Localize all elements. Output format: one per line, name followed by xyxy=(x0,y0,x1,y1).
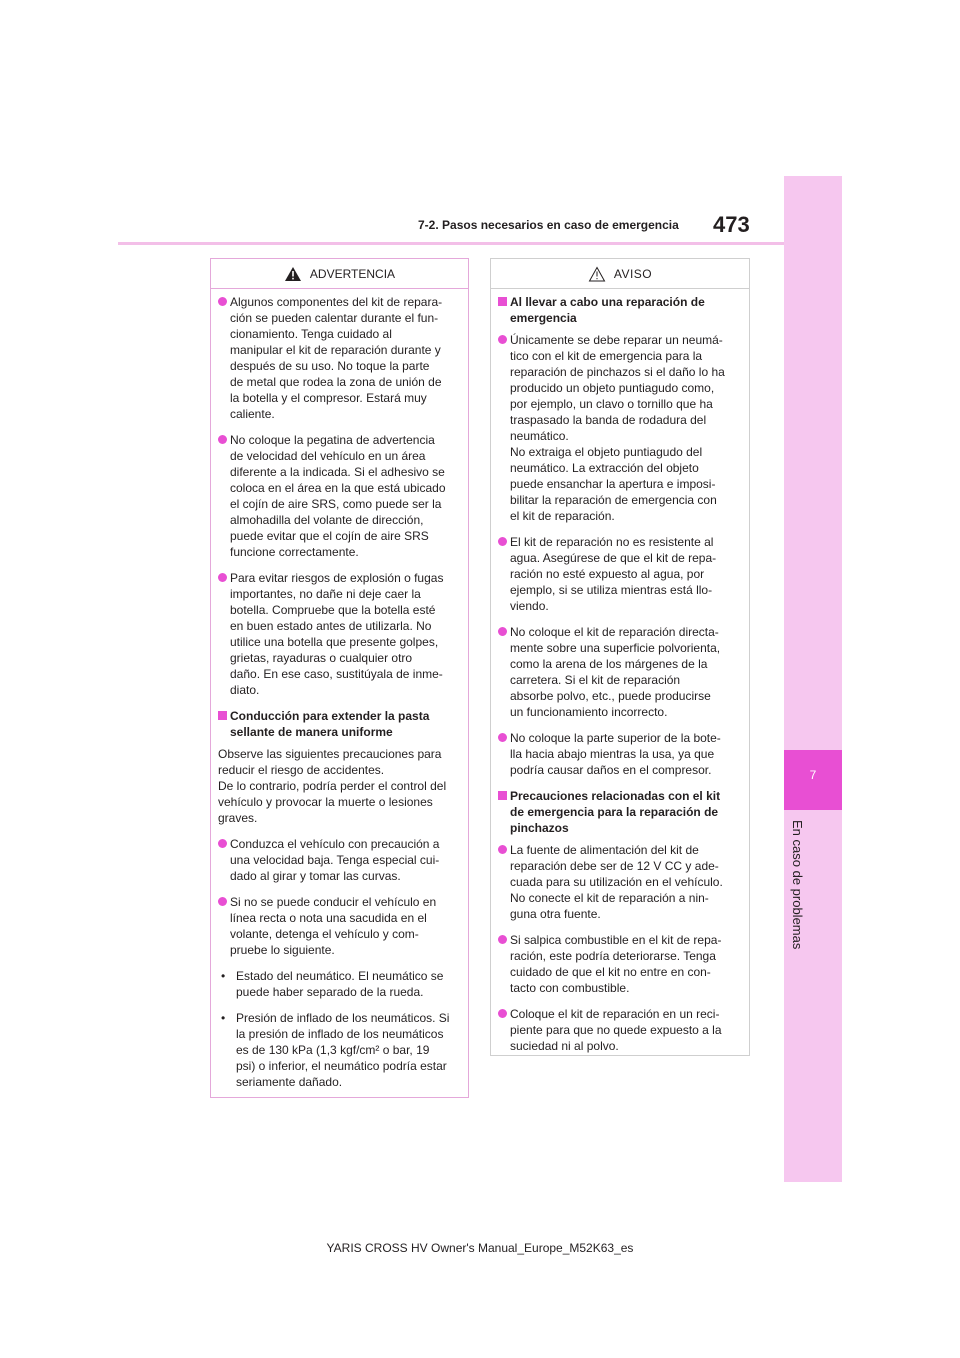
bullet-circle-icon xyxy=(498,537,507,546)
bullet-circle-icon xyxy=(498,845,507,854)
warning-item xyxy=(218,836,460,884)
bullet-circle-icon xyxy=(498,733,507,742)
notice-item-text: Coloque el kit de reparación en un reci- piente para que no quede expuesto a la suciedad ni al polvo. xyxy=(510,1007,722,1053)
warning-item xyxy=(218,894,460,958)
chapter-title xyxy=(791,820,805,960)
warning-body xyxy=(211,289,468,1090)
section-title: 7-2. Pasos necesarios en caso de emergencia xyxy=(418,218,679,232)
bullet-dot-icon: • xyxy=(221,1011,226,1025)
notice-item-text: La fuente de alimentación del kit de reparación debe ser de 12 V CC y ade- cuada para su utilización en el vehículo. No conecte el kit de reparación a nin- guna otra fuente. xyxy=(510,843,723,921)
warning-box xyxy=(210,258,469,1098)
notice-item-text: Únicamente se debe reparar un neumá- tico con el kit de emergencia para la reparación de pinchazos si el daño lo ha producido un objeto puntiagudo como, por ejemplo, un clavo o tornillo que ha traspasado la banda de rodadura del neumático. No extraiga el objeto puntiagudo del neumático. La extracción del objeto puede ensanchar la apertura e imposi- bilitar la reparación de emergencia con el kit de reparación. xyxy=(510,333,725,523)
bullet-circle-icon xyxy=(218,297,227,306)
bullet-circle-icon xyxy=(498,335,507,344)
caution-triangle-icon xyxy=(588,266,606,282)
bullet-circle-icon xyxy=(218,839,227,848)
warning-section-heading-text: Conducción para extender la pasta sellante de manera uniforme xyxy=(230,709,430,739)
chapter-side-strip xyxy=(784,176,842,1182)
notice-header xyxy=(491,259,749,289)
bullet-circle-icon xyxy=(498,935,507,944)
notice-item-text: Si salpica combustible en el kit de repa- ración, este podría deteriorarse. Tenga cuidado de que el kit no entre en con- tacto con combustible. xyxy=(510,933,722,995)
notice-item-text: No coloque el kit de reparación directa- mente sobre una superficie polvorienta, como la arena de los márgenes de la carretera. Si el kit de reparación absorbe polvo, etc., puede producirse un funcionamiento incorrecto. xyxy=(510,625,721,719)
bullet-circle-icon xyxy=(498,1009,507,1018)
warning-title: ADVERTENCIA xyxy=(309,266,396,281)
warning-header xyxy=(211,259,468,289)
notice-item-text: El kit de reparación no es resistente al agua. Asegúrese de que el kit de repa- ración no esté expuesto al agua, por ejemplo, si se utiliza mientras está llo- viendo. xyxy=(510,535,717,613)
notice-section-heading xyxy=(498,294,741,326)
chapter-title-text: En caso de problemas xyxy=(790,820,805,950)
notice-item xyxy=(498,842,741,922)
notice-section-heading xyxy=(498,788,741,836)
warning-item-text: Si no se puede conducir el vehículo en línea recta o nota una sacudida en el volante, detenga el vehículo y com- pruebe lo siguiente. xyxy=(230,895,437,957)
notice-heading-text: Precauciones relacionadas con el kit de emergencia para la reparación de pinchazos xyxy=(510,789,721,835)
warning-dot-item-text: Presión de inflado de los neumáticos. Si la presión de inflado de los neumáticos es de 130 kPa (1,3 kgf/cm² o bar, 19 psi) o inferior, el neumático podría estar seriamente dañado. xyxy=(236,1011,450,1089)
notice-item xyxy=(498,730,741,778)
warning-section-heading xyxy=(218,708,460,740)
notice-body xyxy=(491,289,749,1054)
notice-item xyxy=(498,624,741,720)
warning-paragraph: Observe las siguientes precauciones para reducir el riesgo de accidentes. De lo contrario, podría perder el control del vehículo y provocar la muerte o lesiones graves. xyxy=(218,747,447,825)
warning-item-text: Algunos componentes del kit de repara- ción se pueden calentar durante el fun- cionamiento. Tenga cuidado al manipular el kit de reparación durante y después de su uso. No toque la parte de metal que rodea la zona de unión de la botella y el compresor. Estará muy caliente. xyxy=(230,295,443,421)
warning-item-text: Conduzca el vehículo con precaución a una velocidad baja. Tenga especial cui- dado al girar y tomar las curvas. xyxy=(230,837,440,883)
bullet-circle-icon xyxy=(218,435,227,444)
bullet-square-icon xyxy=(498,791,507,800)
warning-item-text: No coloque la pegatina de advertencia de velocidad del vehículo en un área diferente a la indicada. Si el adhesivo se coloca en el área en la que está ubicado el cojín de aire SRS, como puede ser la almohadilla del volante de dirección, puede evitar que el cojín de aire SRS funcione correctamente. xyxy=(230,433,446,559)
warning-triangle-icon xyxy=(284,266,302,282)
notice-heading-text: Al llevar a cabo una reparación de emergencia xyxy=(510,295,705,325)
bullet-circle-icon xyxy=(498,627,507,636)
notice-item xyxy=(498,332,741,524)
page-number: 473 xyxy=(713,212,750,237)
notice-box xyxy=(490,258,750,1056)
warning-item-text: Para evitar riesgos de explosión o fugas importantes, no dañe ni deje caer la botella. Compruebe que la botella esté en buen estado antes de utilizarla. No utilice una botella que presente golpes, grietas, rayaduras o cualquier otro daño. En ese caso, sustitúyala de inme- diato. xyxy=(230,571,444,697)
bullet-square-icon xyxy=(218,711,227,720)
warning-item xyxy=(218,570,460,698)
warning-item xyxy=(218,294,460,422)
bullet-circle-icon xyxy=(218,573,227,582)
notice-item xyxy=(498,534,741,614)
warning-dot-item xyxy=(218,968,460,1000)
notice-item-text: No coloque la parte superior de la bote- lla hacia abajo mientras la usa, ya que podría causar daños en el compresor. xyxy=(510,731,721,777)
bullet-square-icon xyxy=(498,297,507,306)
warning-item xyxy=(218,432,460,560)
warning-dot-item-text: Estado del neumático. El neumático se puede haber separado de la rueda. xyxy=(236,969,444,999)
header-rule xyxy=(118,242,784,245)
notice-item xyxy=(498,932,741,996)
footer-manual-title: YARIS CROSS HV Owner's Manual_Europe_M52K63_es xyxy=(326,1241,634,1255)
bullet-circle-icon xyxy=(218,897,227,906)
notice-item xyxy=(498,1006,741,1054)
chapter-number: 7 xyxy=(809,768,817,782)
warning-dot-item xyxy=(218,1010,460,1090)
notice-title: AVISO xyxy=(613,266,653,281)
bullet-dot-icon: • xyxy=(221,969,226,983)
